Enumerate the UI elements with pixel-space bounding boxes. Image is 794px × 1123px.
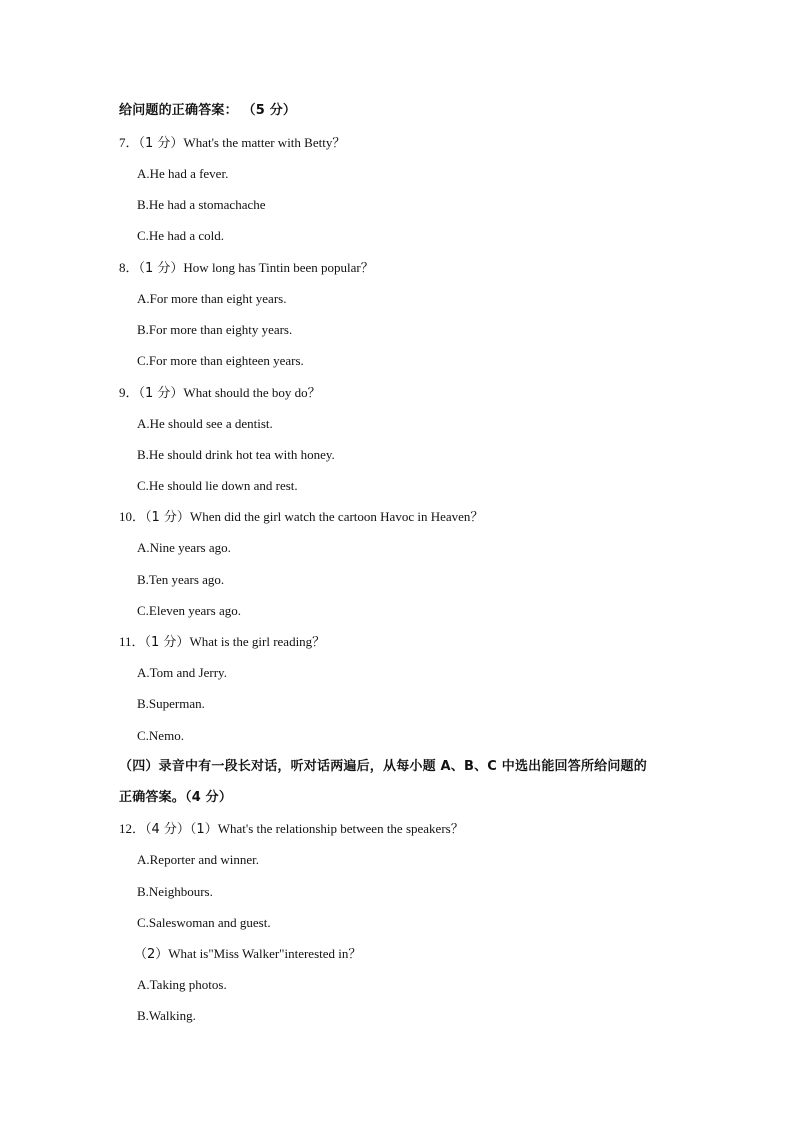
question-score: （1 分） [138,386,184,401]
option-c: C.He had a cold. [137,228,225,243]
question-score: （4 分） [145,822,190,837]
question-text: When did the girl watch the cartoon Havoc in Heaven？ [189,509,484,524]
question-8 [119,260,374,277]
question-7 [119,135,345,152]
question-number: 11． [119,634,145,649]
option-b: B.For more than eighty years. [137,322,293,337]
sub-question-prefix: （1） [189,822,218,837]
question-text: What is"Miss Walker"interested in？ [168,946,362,961]
question-text: What's the relationship between the speakers？ [217,821,464,836]
question-number: 8． [119,260,139,275]
option-b: B.He had a stomachache [137,197,266,212]
question-score: （1 分） [145,510,190,525]
option-b: B.Superman. [137,696,205,711]
option-c: C.Eleven years ago. [137,603,241,618]
question-score: （1 分） [138,136,184,151]
question-text: What should the boy do？ [183,385,321,400]
question-score: （1 分） [138,261,184,276]
section-heading-tail: 给问题的正确答案： （5 分） [119,103,297,118]
question-text: What is the girl reading？ [189,634,326,649]
option-b: B.Walking. [137,1008,196,1023]
option-b: B.Ten years ago. [137,572,225,587]
option-a: A.Nine years ago. [137,540,231,555]
option-a: A.He should see a dentist. [137,416,273,431]
sub-question-prefix: （2） [134,947,169,962]
section-heading-continued: 正确答案。（4 分） [119,790,233,805]
question-12 [119,821,464,838]
question-10 [119,509,483,526]
question-9 [119,385,321,402]
question-text: How long has Tintin been popular？ [183,260,374,275]
section-heading: （四）录音中有一段长对话，听对话两遍后，从每小题 A、B、C 中选出能回答所给问题的 [119,759,647,774]
option-c: C.Nemo. [137,728,184,743]
question-score: （1 分） [144,635,190,650]
question-number: 12． [119,821,146,836]
question-text: What's the matter with Betty？ [183,135,346,150]
question-number: 9． [119,385,139,400]
question-number: 10． [119,509,146,524]
sub-question-2 [134,946,361,963]
option-a: A.For more than eight years. [137,291,287,306]
option-c: C.For more than eighteen years. [137,353,304,368]
option-a: A.He had a fever. [137,166,229,181]
option-a: A.Reporter and winner. [137,852,260,867]
question-11 [119,634,325,651]
question-number: 7． [119,135,139,150]
option-b: B.He should drink hot tea with honey. [137,447,335,462]
option-a: A.Taking photos. [137,977,227,992]
option-c: C.Saleswoman and guest. [137,915,271,930]
option-c: C.He should lie down and rest. [137,478,298,493]
option-a: A.Tom and Jerry. [137,665,227,680]
option-b: B.Neighbours. [137,884,213,899]
